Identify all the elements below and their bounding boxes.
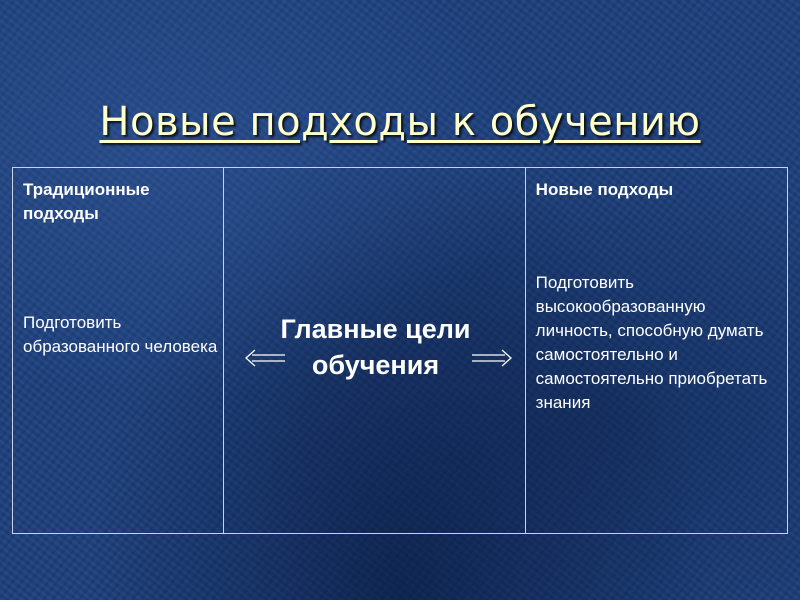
slide-title: Новые подходы к обучению [99, 99, 701, 145]
traditional-header: Традиционные подходы [23, 180, 150, 223]
new-approaches-header: Новые подходы [535, 180, 674, 199]
double-arrow-left-icon [244, 348, 286, 368]
goals-label-line2: обучения [311, 350, 440, 380]
goals-table [12, 167, 788, 534]
goals-column [224, 168, 525, 533]
traditional-column [13, 168, 224, 533]
new-approaches-goal-text: Подготовить высокообразованную личность, способную думать самостоятельно и самостоятельно приобретать знания [535, 273, 768, 412]
double-arrow-right-icon [471, 348, 513, 368]
traditional-goal-text: Подготовить образованного человека [23, 313, 218, 356]
new-approaches-column [526, 168, 787, 533]
goals-label [224, 311, 526, 383]
goals-label-line1: Главные цели [280, 314, 471, 344]
